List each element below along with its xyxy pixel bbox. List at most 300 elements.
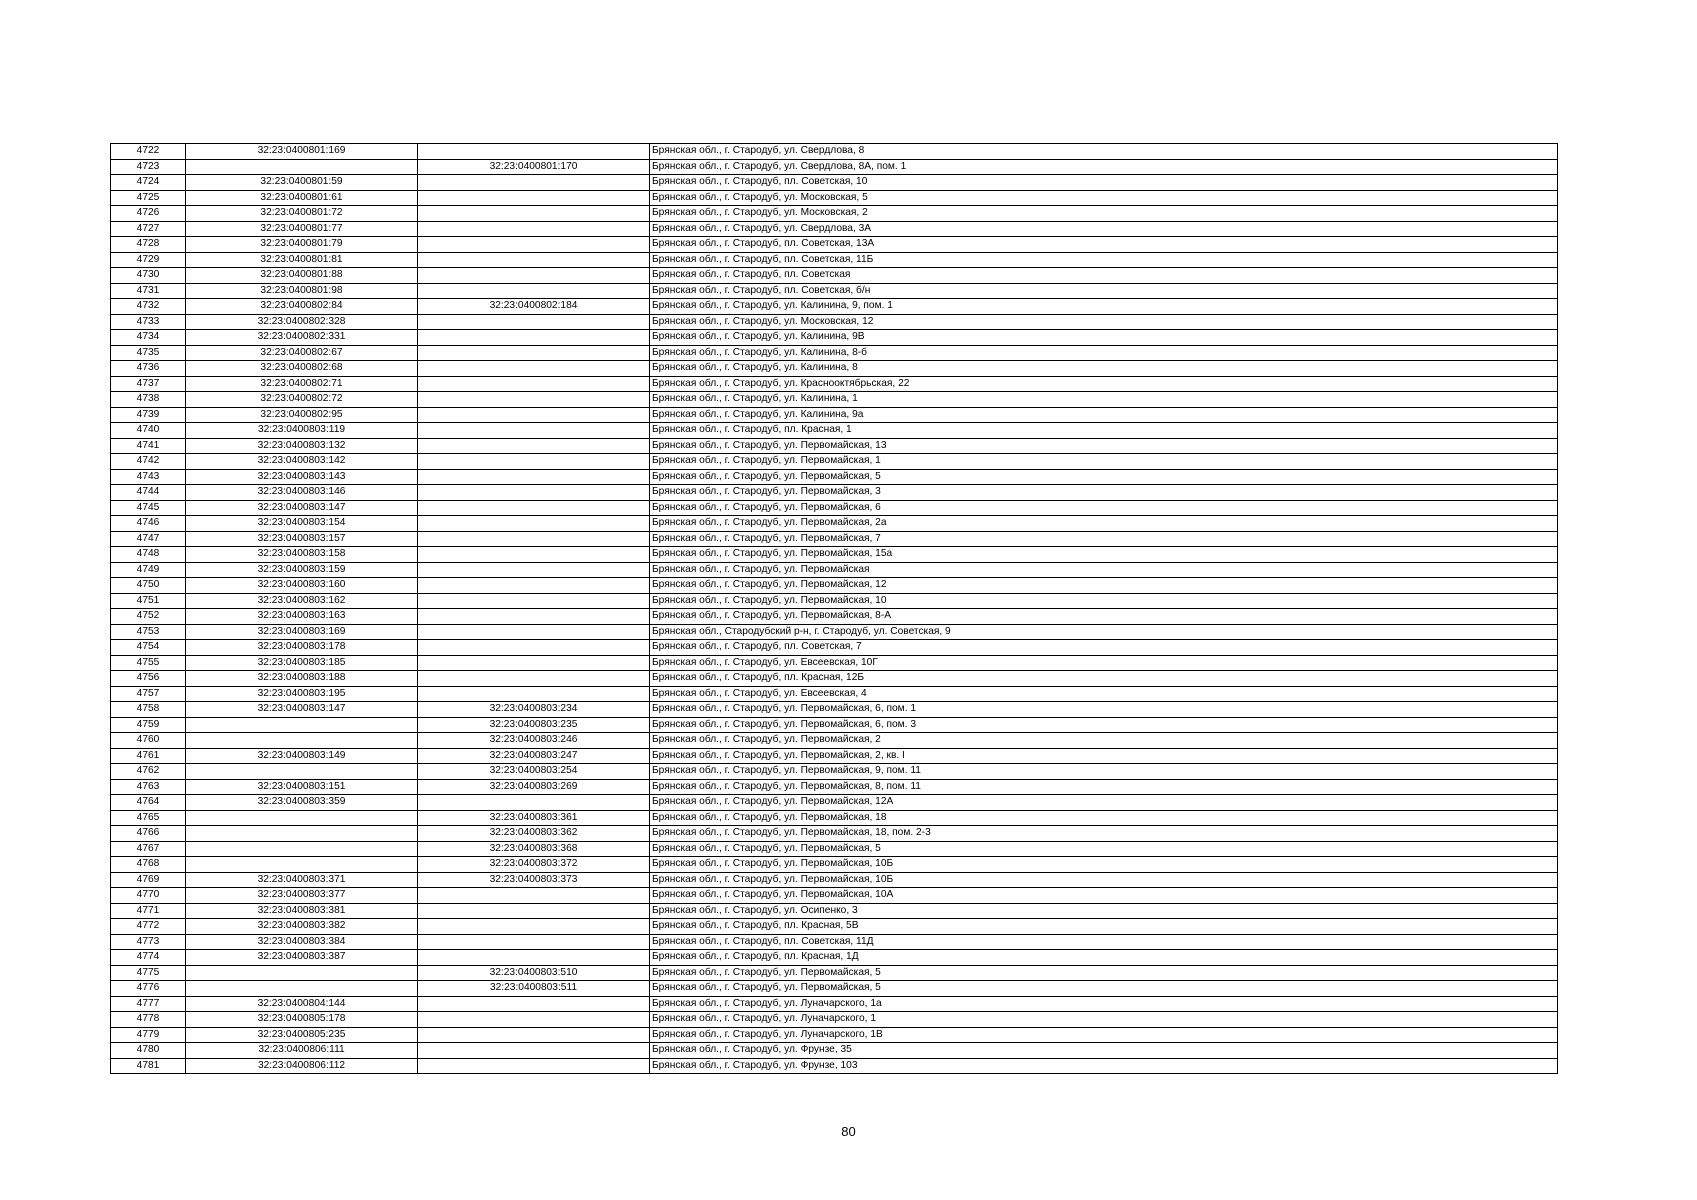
land-cadastral-number-cell: 32:23:0400803:387 bbox=[186, 950, 418, 966]
table-row bbox=[111, 144, 1558, 160]
page-number: 80 bbox=[841, 1124, 856, 1139]
land-cadastral-number-cell bbox=[186, 159, 418, 175]
table-row bbox=[111, 655, 1558, 671]
address-cell: Брянская обл., г. Стародуб, ул. Московская, 12 bbox=[650, 314, 1558, 330]
row-number-cell: 4723 bbox=[111, 159, 186, 175]
land-cadastral-number-cell bbox=[186, 810, 418, 826]
table-row bbox=[111, 934, 1558, 950]
row-number-cell: 4741 bbox=[111, 438, 186, 454]
table-row bbox=[111, 888, 1558, 904]
building-cadastral-number-cell bbox=[418, 950, 650, 966]
building-cadastral-number-cell bbox=[418, 593, 650, 609]
land-cadastral-number-cell: 32:23:0400806:111 bbox=[186, 1043, 418, 1059]
land-cadastral-number-cell: 32:23:0400804:144 bbox=[186, 996, 418, 1012]
table-row bbox=[111, 345, 1558, 361]
table-row bbox=[111, 872, 1558, 888]
row-number-cell: 4749 bbox=[111, 562, 186, 578]
land-cadastral-number-cell: 32:23:0400803:185 bbox=[186, 655, 418, 671]
table-row bbox=[111, 469, 1558, 485]
building-cadastral-number-cell bbox=[418, 206, 650, 222]
land-cadastral-number-cell: 32:23:0400803:377 bbox=[186, 888, 418, 904]
address-cell: Брянская обл., г. Стародуб, ул. Первомайская, 7 bbox=[650, 531, 1558, 547]
table-row bbox=[111, 485, 1558, 501]
building-cadastral-number-cell: 32:23:0400803:235 bbox=[418, 717, 650, 733]
table-row bbox=[111, 531, 1558, 547]
row-number-cell: 4778 bbox=[111, 1012, 186, 1028]
land-cadastral-number-cell: 32:23:0400803:169 bbox=[186, 624, 418, 640]
land-cadastral-number-cell: 32:23:0400803:195 bbox=[186, 686, 418, 702]
row-number-cell: 4729 bbox=[111, 252, 186, 268]
building-cadastral-number-cell bbox=[418, 547, 650, 563]
building-cadastral-number-cell: 32:23:0400803:361 bbox=[418, 810, 650, 826]
table-row bbox=[111, 826, 1558, 842]
land-cadastral-number-cell: 32:23:0400802:71 bbox=[186, 376, 418, 392]
address-cell: Брянская обл., г. Стародуб, пл. Советская, 11Б bbox=[650, 252, 1558, 268]
table-row bbox=[111, 779, 1558, 795]
address-cell: Брянская обл., г. Стародуб, ул. Калинина, 9а bbox=[650, 407, 1558, 423]
address-cell: Брянская обл., г. Стародуб, ул. Первомайская, 12 bbox=[650, 578, 1558, 594]
land-cadastral-number-cell: 32:23:0400803:157 bbox=[186, 531, 418, 547]
building-cadastral-number-cell: 32:23:0400803:269 bbox=[418, 779, 650, 795]
address-cell: Брянская обл., г. Стародуб, ул. Первомайская, 5 bbox=[650, 981, 1558, 997]
table-row bbox=[111, 516, 1558, 532]
building-cadastral-number-cell: 32:23:0400803:246 bbox=[418, 733, 650, 749]
building-cadastral-number-cell bbox=[418, 392, 650, 408]
building-cadastral-number-cell: 32:23:0400803:254 bbox=[418, 764, 650, 780]
address-cell: Брянская обл., г. Стародуб, ул. Первомайская bbox=[650, 562, 1558, 578]
building-cadastral-number-cell bbox=[418, 438, 650, 454]
address-cell: Брянская обл., г. Стародуб, ул. Первомайская, 8, пом. 11 bbox=[650, 779, 1558, 795]
building-cadastral-number-cell bbox=[418, 562, 650, 578]
address-cell: Брянская обл., г. Стародуб, ул. Первомайская, 10Б bbox=[650, 857, 1558, 873]
row-number-cell: 4751 bbox=[111, 593, 186, 609]
building-cadastral-number-cell bbox=[418, 934, 650, 950]
building-cadastral-number-cell bbox=[418, 531, 650, 547]
address-cell: Брянская обл., г. Стародуб, ул. Первомайская, 12А bbox=[650, 795, 1558, 811]
table-row bbox=[111, 361, 1558, 377]
row-number-cell: 4731 bbox=[111, 283, 186, 299]
row-number-cell: 4739 bbox=[111, 407, 186, 423]
row-number-cell: 4760 bbox=[111, 733, 186, 749]
row-number-cell: 4732 bbox=[111, 299, 186, 315]
land-cadastral-number-cell: 32:23:0400803:142 bbox=[186, 454, 418, 470]
building-cadastral-number-cell: 32:23:0400801:170 bbox=[418, 159, 650, 175]
building-cadastral-number-cell bbox=[418, 671, 650, 687]
address-cell: Брянская обл., г. Стародуб, пл. Советская, б/н bbox=[650, 283, 1558, 299]
table-row bbox=[111, 996, 1558, 1012]
row-number-cell: 4781 bbox=[111, 1058, 186, 1074]
building-cadastral-number-cell bbox=[418, 485, 650, 501]
table-row bbox=[111, 392, 1558, 408]
land-cadastral-number-cell: 32:23:0400803:384 bbox=[186, 934, 418, 950]
table-row bbox=[111, 857, 1558, 873]
land-cadastral-number-cell: 32:23:0400803:154 bbox=[186, 516, 418, 532]
address-cell: Брянская обл., г. Стародуб, ул. Калинина, 8-б bbox=[650, 345, 1558, 361]
building-cadastral-number-cell: 32:23:0400803:511 bbox=[418, 981, 650, 997]
address-cell: Брянская обл., г. Стародуб, ул. Луначарского, 1а bbox=[650, 996, 1558, 1012]
land-cadastral-number-cell: 32:23:0400801:72 bbox=[186, 206, 418, 222]
row-number-cell: 4763 bbox=[111, 779, 186, 795]
address-cell: Брянская обл., г. Стародуб, ул. Фрунзе, 35 bbox=[650, 1043, 1558, 1059]
row-number-cell: 4761 bbox=[111, 748, 186, 764]
table-row bbox=[111, 175, 1558, 191]
building-cadastral-number-cell bbox=[418, 686, 650, 702]
row-number-cell: 4754 bbox=[111, 640, 186, 656]
address-cell: Брянская обл., г. Стародуб, ул. Евсеевская, 4 bbox=[650, 686, 1558, 702]
row-number-cell: 4748 bbox=[111, 547, 186, 563]
land-cadastral-number-cell: 32:23:0400802:328 bbox=[186, 314, 418, 330]
land-cadastral-number-cell: 32:23:0400803:132 bbox=[186, 438, 418, 454]
building-cadastral-number-cell bbox=[418, 314, 650, 330]
building-cadastral-number-cell bbox=[418, 361, 650, 377]
address-cell: Брянская обл., г. Стародуб, ул. Первомайская, 6 bbox=[650, 500, 1558, 516]
building-cadastral-number-cell bbox=[418, 221, 650, 237]
land-cadastral-number-cell: 32:23:0400801:77 bbox=[186, 221, 418, 237]
building-cadastral-number-cell bbox=[418, 237, 650, 253]
building-cadastral-number-cell bbox=[418, 996, 650, 1012]
building-cadastral-number-cell bbox=[418, 795, 650, 811]
address-cell: Брянская обл., г. Стародуб, ул. Свердлова, 3А bbox=[650, 221, 1558, 237]
table-row bbox=[111, 547, 1558, 563]
row-number-cell: 4775 bbox=[111, 965, 186, 981]
address-cell: Брянская обл., г. Стародуб, пл. Советская, 10 bbox=[650, 175, 1558, 191]
address-cell: Брянская обл., г. Стародуб, ул. Московская, 5 bbox=[650, 190, 1558, 206]
table-row bbox=[111, 1058, 1558, 1074]
registry-table-body bbox=[111, 144, 1558, 1074]
row-number-cell: 4756 bbox=[111, 671, 186, 687]
building-cadastral-number-cell bbox=[418, 516, 650, 532]
row-number-cell: 4722 bbox=[111, 144, 186, 160]
table-row bbox=[111, 764, 1558, 780]
building-cadastral-number-cell bbox=[418, 345, 650, 361]
address-cell: Брянская обл., г. Стародуб, ул. Калинина, 1 bbox=[650, 392, 1558, 408]
row-number-cell: 4757 bbox=[111, 686, 186, 702]
row-number-cell: 4766 bbox=[111, 826, 186, 842]
address-cell: Брянская обл., г. Стародуб, ул. Первомайская, 10А bbox=[650, 888, 1558, 904]
table-row bbox=[111, 454, 1558, 470]
registry-table-container bbox=[110, 143, 1557, 1074]
row-number-cell: 4728 bbox=[111, 237, 186, 253]
address-cell: Брянская обл., г. Стародуб, пл. Советская, 11Д bbox=[650, 934, 1558, 950]
address-cell: Брянская обл., г. Стародуб, ул. Луначарского, 1 bbox=[650, 1012, 1558, 1028]
row-number-cell: 4776 bbox=[111, 981, 186, 997]
address-cell: Брянская обл., г. Стародуб, ул. Первомайская, 13 bbox=[650, 438, 1558, 454]
address-cell: Брянская обл., г. Стародуб, ул. Первомайская, 5 bbox=[650, 965, 1558, 981]
row-number-cell: 4772 bbox=[111, 919, 186, 935]
land-cadastral-number-cell: 32:23:0400801:88 bbox=[186, 268, 418, 284]
building-cadastral-number-cell bbox=[418, 640, 650, 656]
land-cadastral-number-cell: 32:23:0400803:159 bbox=[186, 562, 418, 578]
table-row bbox=[111, 268, 1558, 284]
table-row bbox=[111, 810, 1558, 826]
row-number-cell: 4770 bbox=[111, 888, 186, 904]
row-number-cell: 4725 bbox=[111, 190, 186, 206]
address-cell: Брянская обл., г. Стародуб, ул. Первомайская, 6, пом. 1 bbox=[650, 702, 1558, 718]
building-cadastral-number-cell bbox=[418, 144, 650, 160]
address-cell: Брянская обл., г. Стародуб, ул. Свердлова, 8А, пом. 1 bbox=[650, 159, 1558, 175]
building-cadastral-number-cell bbox=[418, 454, 650, 470]
address-cell: Брянская обл., г. Стародуб, пл. Советская, 13А bbox=[650, 237, 1558, 253]
address-cell: Брянская обл., г. Стародуб, ул. Московская, 2 bbox=[650, 206, 1558, 222]
land-cadastral-number-cell: 32:23:0400805:235 bbox=[186, 1027, 418, 1043]
table-row bbox=[111, 624, 1558, 640]
land-cadastral-number-cell: 32:23:0400803:151 bbox=[186, 779, 418, 795]
address-cell: Брянская обл., г. Стародуб, ул. Первомайская, 18, пом. 2-3 bbox=[650, 826, 1558, 842]
building-cadastral-number-cell bbox=[418, 919, 650, 935]
table-row bbox=[111, 206, 1558, 222]
address-cell: Брянская обл., г. Стародуб, ул. Евсеевская, 10Г bbox=[650, 655, 1558, 671]
address-cell: Брянская обл., г. Стародуб, ул. Первомайская, 5 bbox=[650, 469, 1558, 485]
building-cadastral-number-cell: 32:23:0400803:373 bbox=[418, 872, 650, 888]
row-number-cell: 4745 bbox=[111, 500, 186, 516]
table-row bbox=[111, 950, 1558, 966]
row-number-cell: 4774 bbox=[111, 950, 186, 966]
row-number-cell: 4762 bbox=[111, 764, 186, 780]
address-cell: Брянская обл., г. Стародуб, ул. Калинина, 9, пом. 1 bbox=[650, 299, 1558, 315]
table-row bbox=[111, 423, 1558, 439]
table-row bbox=[111, 314, 1558, 330]
table-row bbox=[111, 919, 1558, 935]
address-cell: Брянская обл., г. Стародуб, ул. Первомайская, 15а bbox=[650, 547, 1558, 563]
land-cadastral-number-cell: 32:23:0400803:143 bbox=[186, 469, 418, 485]
building-cadastral-number-cell bbox=[418, 500, 650, 516]
row-number-cell: 4764 bbox=[111, 795, 186, 811]
table-row bbox=[111, 299, 1558, 315]
table-row bbox=[111, 1027, 1558, 1043]
row-number-cell: 4744 bbox=[111, 485, 186, 501]
row-number-cell: 4730 bbox=[111, 268, 186, 284]
row-number-cell: 4780 bbox=[111, 1043, 186, 1059]
table-row bbox=[111, 640, 1558, 656]
building-cadastral-number-cell bbox=[418, 268, 650, 284]
table-row bbox=[111, 686, 1558, 702]
land-cadastral-number-cell: 32:23:0400803:147 bbox=[186, 500, 418, 516]
row-number-cell: 4750 bbox=[111, 578, 186, 594]
land-cadastral-number-cell: 32:23:0400801:61 bbox=[186, 190, 418, 206]
row-number-cell: 4724 bbox=[111, 175, 186, 191]
building-cadastral-number-cell bbox=[418, 252, 650, 268]
table-row bbox=[111, 671, 1558, 687]
land-cadastral-number-cell: 32:23:0400806:112 bbox=[186, 1058, 418, 1074]
row-number-cell: 4767 bbox=[111, 841, 186, 857]
address-cell: Брянская обл., г. Стародуб, пл. Красная, 12Б bbox=[650, 671, 1558, 687]
building-cadastral-number-cell: 32:23:0400803:234 bbox=[418, 702, 650, 718]
row-number-cell: 4743 bbox=[111, 469, 186, 485]
address-cell: Брянская обл., г. Стародуб, ул. Фрунзе, 103 bbox=[650, 1058, 1558, 1074]
row-number-cell: 4753 bbox=[111, 624, 186, 640]
address-cell: Брянская обл., г. Стародуб, ул. Осипенко, 3 bbox=[650, 903, 1558, 919]
land-cadastral-number-cell: 32:23:0400803:119 bbox=[186, 423, 418, 439]
land-cadastral-number-cell: 32:23:0400801:169 bbox=[186, 144, 418, 160]
row-number-cell: 4742 bbox=[111, 454, 186, 470]
building-cadastral-number-cell bbox=[418, 407, 650, 423]
building-cadastral-number-cell bbox=[418, 1027, 650, 1043]
table-row bbox=[111, 841, 1558, 857]
land-cadastral-number-cell: 32:23:0400802:72 bbox=[186, 392, 418, 408]
table-row bbox=[111, 190, 1558, 206]
row-number-cell: 4737 bbox=[111, 376, 186, 392]
land-cadastral-number-cell: 32:23:0400803:382 bbox=[186, 919, 418, 935]
land-cadastral-number-cell: 32:23:0400802:95 bbox=[186, 407, 418, 423]
table-row bbox=[111, 159, 1558, 175]
building-cadastral-number-cell: 32:23:0400803:247 bbox=[418, 748, 650, 764]
row-number-cell: 4738 bbox=[111, 392, 186, 408]
address-cell: Брянская обл., г. Стародуб, ул. Первомайская, 18 bbox=[650, 810, 1558, 826]
row-number-cell: 4758 bbox=[111, 702, 186, 718]
land-cadastral-number-cell bbox=[186, 717, 418, 733]
address-cell: Брянская обл., г. Стародуб, пл. Советская, 7 bbox=[650, 640, 1558, 656]
address-cell: Брянская обл., г. Стародуб, ул. Первомайская, 6, пом. 3 bbox=[650, 717, 1558, 733]
building-cadastral-number-cell: 32:23:0400803:510 bbox=[418, 965, 650, 981]
address-cell: Брянская обл., г. Стародуб, ул. Первомайская, 10Б bbox=[650, 872, 1558, 888]
table-row bbox=[111, 500, 1558, 516]
address-cell: Брянская обл., г. Стародуб, ул. Первомайская, 3 bbox=[650, 485, 1558, 501]
table-row bbox=[111, 702, 1558, 718]
land-cadastral-number-cell: 32:23:0400805:178 bbox=[186, 1012, 418, 1028]
building-cadastral-number-cell bbox=[418, 283, 650, 299]
building-cadastral-number-cell: 32:23:0400802:184 bbox=[418, 299, 650, 315]
building-cadastral-number-cell bbox=[418, 1043, 650, 1059]
row-number-cell: 4726 bbox=[111, 206, 186, 222]
building-cadastral-number-cell bbox=[418, 609, 650, 625]
row-number-cell: 4759 bbox=[111, 717, 186, 733]
table-row bbox=[111, 965, 1558, 981]
land-cadastral-number-cell: 32:23:0400803:381 bbox=[186, 903, 418, 919]
building-cadastral-number-cell bbox=[418, 1012, 650, 1028]
table-row bbox=[111, 748, 1558, 764]
land-cadastral-number-cell: 32:23:0400803:146 bbox=[186, 485, 418, 501]
row-number-cell: 4769 bbox=[111, 872, 186, 888]
building-cadastral-number-cell bbox=[418, 1058, 650, 1074]
row-number-cell: 4733 bbox=[111, 314, 186, 330]
land-cadastral-number-cell: 32:23:0400801:79 bbox=[186, 237, 418, 253]
building-cadastral-number-cell bbox=[418, 469, 650, 485]
land-cadastral-number-cell: 32:23:0400803:149 bbox=[186, 748, 418, 764]
row-number-cell: 4771 bbox=[111, 903, 186, 919]
building-cadastral-number-cell: 32:23:0400803:362 bbox=[418, 826, 650, 842]
land-cadastral-number-cell bbox=[186, 857, 418, 873]
table-row bbox=[111, 981, 1558, 997]
land-cadastral-number-cell: 32:23:0400803:158 bbox=[186, 547, 418, 563]
land-cadastral-number-cell: 32:23:0400803:163 bbox=[186, 609, 418, 625]
address-cell: Брянская обл., г. Стародуб, ул. Первомайская, 1 bbox=[650, 454, 1558, 470]
row-number-cell: 4765 bbox=[111, 810, 186, 826]
table-row bbox=[111, 733, 1558, 749]
address-cell: Брянская обл., г. Стародуб, пл. Красная, 1Д bbox=[650, 950, 1558, 966]
table-row bbox=[111, 221, 1558, 237]
address-cell: Брянская обл., г. Стародуб, ул. Луначарского, 1В bbox=[650, 1027, 1558, 1043]
land-cadastral-number-cell: 32:23:0400803:147 bbox=[186, 702, 418, 718]
row-number-cell: 4755 bbox=[111, 655, 186, 671]
table-row bbox=[111, 795, 1558, 811]
row-number-cell: 4735 bbox=[111, 345, 186, 361]
land-cadastral-number-cell: 32:23:0400802:68 bbox=[186, 361, 418, 377]
land-cadastral-number-cell: 32:23:0400802:84 bbox=[186, 299, 418, 315]
land-cadastral-number-cell: 32:23:0400803:371 bbox=[186, 872, 418, 888]
land-cadastral-number-cell: 32:23:0400803:162 bbox=[186, 593, 418, 609]
address-cell: Брянская обл., г. Стародуб, ул. Калинина, 9В bbox=[650, 330, 1558, 346]
table-row bbox=[111, 252, 1558, 268]
address-cell: Брянская обл., Стародубский р-н, г. Стародуб, ул. Советская, 9 bbox=[650, 624, 1558, 640]
building-cadastral-number-cell bbox=[418, 578, 650, 594]
table-row bbox=[111, 438, 1558, 454]
address-cell: Брянская обл., г. Стародуб, ул. Первомайская, 2, кв. I bbox=[650, 748, 1558, 764]
address-cell: Брянская обл., г. Стародуб, ул. Первомайская, 5 bbox=[650, 841, 1558, 857]
land-cadastral-number-cell: 32:23:0400802:331 bbox=[186, 330, 418, 346]
address-cell: Брянская обл., г. Стародуб, ул. Первомайская, 9, пом. 11 bbox=[650, 764, 1558, 780]
land-cadastral-number-cell bbox=[186, 965, 418, 981]
address-cell: Брянская обл., г. Стародуб, ул. Свердлова, 8 bbox=[650, 144, 1558, 160]
row-number-cell: 4746 bbox=[111, 516, 186, 532]
building-cadastral-number-cell: 32:23:0400803:368 bbox=[418, 841, 650, 857]
table-row bbox=[111, 578, 1558, 594]
row-number-cell: 4740 bbox=[111, 423, 186, 439]
row-number-cell: 4777 bbox=[111, 996, 186, 1012]
land-cadastral-number-cell: 32:23:0400803:178 bbox=[186, 640, 418, 656]
building-cadastral-number-cell bbox=[418, 423, 650, 439]
row-number-cell: 4752 bbox=[111, 609, 186, 625]
land-cadastral-number-cell bbox=[186, 826, 418, 842]
row-number-cell: 4773 bbox=[111, 934, 186, 950]
address-cell: Брянская обл., г. Стародуб, ул. Первомайская, 2 bbox=[650, 733, 1558, 749]
building-cadastral-number-cell bbox=[418, 888, 650, 904]
land-cadastral-number-cell: 32:23:0400803:359 bbox=[186, 795, 418, 811]
building-cadastral-number-cell bbox=[418, 903, 650, 919]
building-cadastral-number-cell bbox=[418, 624, 650, 640]
table-row bbox=[111, 1012, 1558, 1028]
table-row bbox=[111, 562, 1558, 578]
row-number-cell: 4768 bbox=[111, 857, 186, 873]
land-cadastral-number-cell: 32:23:0400801:81 bbox=[186, 252, 418, 268]
building-cadastral-number-cell bbox=[418, 175, 650, 191]
row-number-cell: 4727 bbox=[111, 221, 186, 237]
building-cadastral-number-cell: 32:23:0400803:372 bbox=[418, 857, 650, 873]
land-cadastral-number-cell bbox=[186, 764, 418, 780]
land-cadastral-number-cell bbox=[186, 733, 418, 749]
table-row bbox=[111, 330, 1558, 346]
building-cadastral-number-cell bbox=[418, 376, 650, 392]
building-cadastral-number-cell bbox=[418, 190, 650, 206]
address-cell: Брянская обл., г. Стародуб, пл. Красная, 1 bbox=[650, 423, 1558, 439]
table-row bbox=[111, 717, 1558, 733]
table-row bbox=[111, 237, 1558, 253]
address-cell: Брянская обл., г. Стародуб, ул. Первомайская, 10 bbox=[650, 593, 1558, 609]
land-cadastral-number-cell: 32:23:0400801:59 bbox=[186, 175, 418, 191]
land-cadastral-number-cell: 32:23:0400803:188 bbox=[186, 671, 418, 687]
address-cell: Брянская обл., г. Стародуб, ул. Первомайская, 2а bbox=[650, 516, 1558, 532]
land-cadastral-number-cell: 32:23:0400802:67 bbox=[186, 345, 418, 361]
address-cell: Брянская обл., г. Стародуб, пл. Красная, 5В bbox=[650, 919, 1558, 935]
land-cadastral-number-cell bbox=[186, 841, 418, 857]
table-row bbox=[111, 903, 1558, 919]
registry-table bbox=[110, 143, 1558, 1074]
building-cadastral-number-cell bbox=[418, 655, 650, 671]
address-cell: Брянская обл., г. Стародуб, ул. Первомайская, 8-А bbox=[650, 609, 1558, 625]
table-row bbox=[111, 407, 1558, 423]
row-number-cell: 4747 bbox=[111, 531, 186, 547]
table-row bbox=[111, 376, 1558, 392]
address-cell: Брянская обл., г. Стародуб, ул. Калинина, 8 bbox=[650, 361, 1558, 377]
row-number-cell: 4736 bbox=[111, 361, 186, 377]
address-cell: Брянская обл., г. Стародуб, ул. Краснооктябрьская, 22 bbox=[650, 376, 1558, 392]
land-cadastral-number-cell: 32:23:0400803:160 bbox=[186, 578, 418, 594]
table-row bbox=[111, 283, 1558, 299]
table-row bbox=[111, 1043, 1558, 1059]
row-number-cell: 4779 bbox=[111, 1027, 186, 1043]
land-cadastral-number-cell: 32:23:0400801:98 bbox=[186, 283, 418, 299]
land-cadastral-number-cell bbox=[186, 981, 418, 997]
building-cadastral-number-cell bbox=[418, 330, 650, 346]
